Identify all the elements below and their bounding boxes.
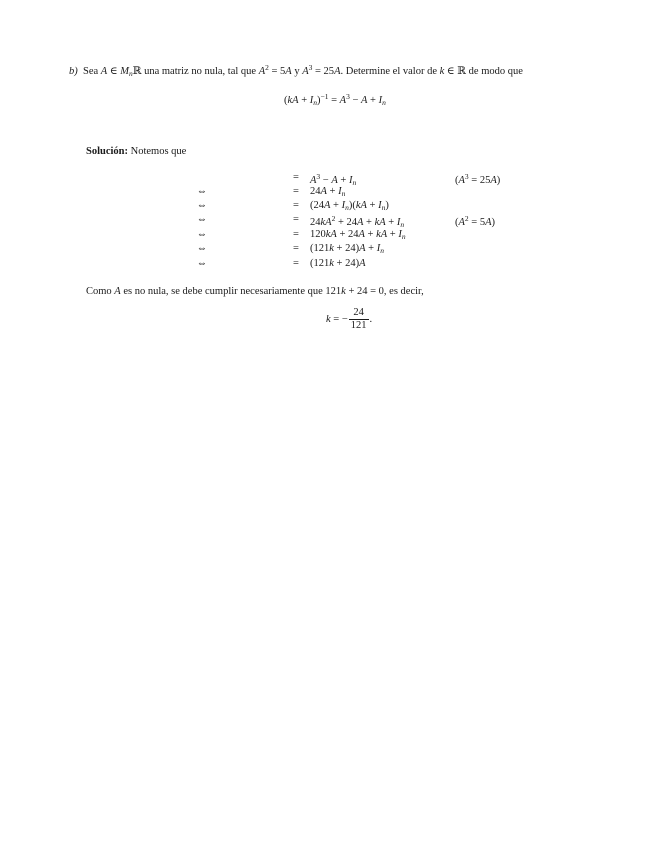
- result-equation: k = − $\frac{24}{121}$ .: [326, 307, 373, 331]
- conclusion-text-2: es no nula, se debe cumplir necesariamente que: [123, 286, 323, 297]
- solution-title: Solución:: [86, 146, 129, 157]
- result-fraction: [349, 307, 369, 332]
- solution-intro: [86, 146, 186, 157]
- problem-text-1: Sea: [83, 66, 99, 77]
- fraction-denominator: 121: [350, 320, 367, 331]
- solution-intro-text: Notemos que: [130, 146, 187, 157]
- conclusion: Como A es no nula, se debe cumplir necesariamente que 121k + 24 = 0, es decir,: [86, 286, 424, 297]
- problem-text-4: de modo que: [468, 66, 523, 77]
- problem-text-and: y: [294, 66, 300, 77]
- problem-statement: b) Sea A ∈ $M_nℝ$ una matriz no nula, tal que $A^2 = 5A$ y $A^3 = 25A$. Determine el valor de k ∈ ℝ de modo que: [69, 63, 523, 78]
- problem-equation: $(kA + I_n)^{-1} = A^3 - A + I_n$: [284, 92, 386, 107]
- document-page: b) Sea A ∈ $M_nℝ$ una matriz no nula, tal que $A^2 = 5A$ y $A^3 = 25A$. Determine el valor de k ∈ ℝ de modo que $(kA + I_n)^{-1} = A^3 - A + I_n$ Solución: Notemos que = $A^3 - A + I_n$ $(A^3 = 25A)$ ⇔ = $24A + I_n$ ⇔ = $(24A + I_n)(kA + I_n)$ ⇔ = $24kA^2 + 24A$ + kA + $I_n$ $(A^2 = 5A)$ ⇔ = 120kA + 24A + kA + $I_n$ ⇔ = $(121k + 24)A + I_n$ ⇔ = (121k + 24)A Como A es no nula, se debe cumplir necesariamente que 121k + 24 = 0, es decir, k = − $\frac{24}{121}$ .: [69, 63, 523, 331]
- problem-text-3: . Determine el valor de: [340, 66, 437, 77]
- conclusion-text-1: Como: [86, 286, 112, 297]
- conclusion-text-3: , es decir,: [383, 286, 424, 297]
- problem-label: b): [69, 66, 78, 77]
- problem-text-2: una matriz no nula, tal que: [144, 66, 257, 77]
- fraction-numerator: 24: [353, 307, 364, 318]
